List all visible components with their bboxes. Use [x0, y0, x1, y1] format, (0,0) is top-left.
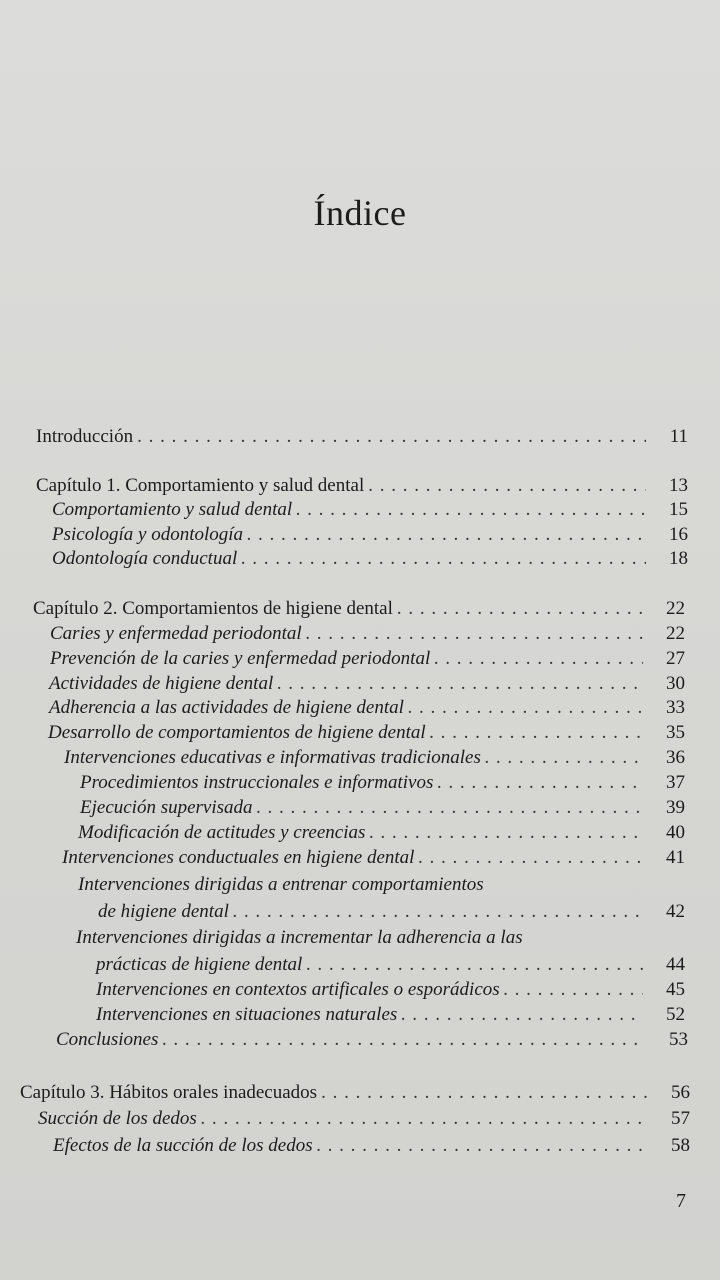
- toc-entry: Intervenciones educativas e informativas tradicionales . . . 36: [64, 745, 685, 771]
- toc-entry: Odontología conductual . . . 18: [52, 546, 688, 572]
- toc-entry: Intervenciones en contextos artificales o esporádicos . . . 45: [96, 977, 685, 1003]
- toc-entry: Ejecución supervisada . . . 39: [80, 795, 685, 821]
- toc-entry: Psicología y odontología . . . 16: [52, 522, 688, 548]
- toc-entry: Procedimientos instruccionales e informativos . . . 37: [80, 770, 685, 796]
- toc-entry: Desarrollo de comportamientos de higiene dental . . . 35: [48, 720, 685, 746]
- toc-entry-line: Intervenciones dirigidas a incrementar la adherencia a las: [76, 927, 523, 948]
- toc-entry-introduccion: Introducción . . . 11: [36, 424, 688, 450]
- toc-entry-capitulo-2: Capítulo 2. Comportamientos de higiene dental . . . 22: [33, 596, 685, 622]
- toc-entry: Intervenciones conductuales en higiene dental . . . 41: [62, 845, 685, 871]
- page-title: Índice: [313, 193, 407, 233]
- toc-entry: Comportamiento y salud dental . . . 15: [52, 497, 688, 523]
- toc-entry: Modificación de actitudes y creencias . . . 40: [78, 820, 685, 846]
- toc-entry: Intervenciones en situaciones naturales . . . 52: [96, 1002, 685, 1028]
- toc-entry: Prevención de la caries y enfermedad periodontal . . . 27: [50, 646, 685, 672]
- toc-entry: Efectos de la succión de los dedos . . . 58: [53, 1133, 690, 1159]
- toc-entry-line: Intervenciones dirigidas a entrenar comportamientos: [78, 874, 484, 895]
- toc-entry: Actividades de higiene dental . . . 30: [49, 671, 685, 697]
- toc-entry: Adherencia a las actividades de higiene dental . . . 33: [49, 695, 685, 721]
- toc-entry-capitulo-3: Capítulo 3. Hábitos orales inadecuados . . . 56: [20, 1080, 690, 1106]
- page-number: 7: [676, 1190, 686, 1212]
- toc-entry: Succión de los dedos . . . 57: [38, 1106, 690, 1132]
- toc-entry: de higiene dental . . . 42: [98, 899, 685, 925]
- toc-entry-capitulo-1: Capítulo 1. Comportamiento y salud dental . . . 13: [36, 473, 688, 499]
- toc-entry: prácticas de higiene dental . . . 44: [96, 952, 685, 978]
- toc-entry: Caries y enfermedad periodontal . . . 22: [50, 621, 685, 647]
- toc-entry: Conclusiones . . . 53: [56, 1027, 688, 1053]
